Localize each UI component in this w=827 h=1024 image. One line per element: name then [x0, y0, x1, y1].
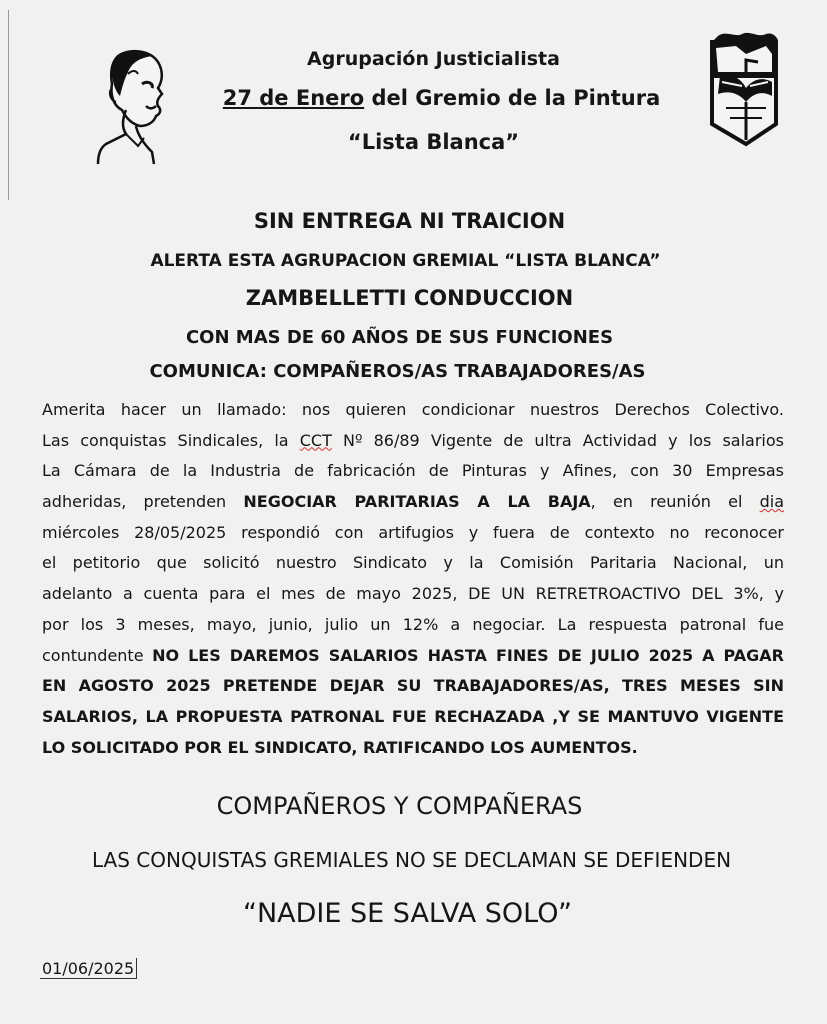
body-line-3: La Cámara de la Industria de fabricación de Pinturas y Afines, con 30 Empresas	[42, 461, 784, 481]
header-subtitle	[28, 86, 827, 110]
body-line-4	[42, 487, 784, 518]
header-list-name: “Lista Blanca”	[347, 130, 520, 154]
body-line-2-c: Nº 86/89 Vigente de ultra Actividad y los salarios	[331, 430, 784, 450]
body-line-8: por los 3 meses, mayo, junio, julio un 12% a negociar. La respuesta patronal fue	[42, 614, 784, 634]
body-line-4-a: adheridas, pretenden	[42, 492, 244, 512]
document-date: 01/06/2025	[40, 958, 137, 979]
body-line-9-a: contundente	[42, 645, 153, 665]
closing-comrades: COMPAÑEROS Y COMPAÑERAS	[216, 792, 583, 820]
closing-slogan: LAS CONQUISTAS GREMIALES NO SE DECLAMAN SE DEFIENDEN	[91, 848, 732, 872]
header-subtitle-rest: del Gremio de la Pintura	[364, 86, 661, 110]
body-paragraph	[42, 395, 784, 763]
body-line-4-c: , en reunión el	[590, 492, 760, 512]
body-line-2-a: Las conquistas Sindicales, la	[42, 430, 300, 450]
header-org-name: Agrupación Justicialista	[307, 48, 560, 70]
body-line-5: miércoles 28/05/2025 respondió con artifugios y fuera de contexto no reconocer	[42, 522, 784, 542]
body-line-9-bold: NO LES DAREMOS SALARIOS HASTA FINES DE JULIO 2025 A PAGAR	[152, 645, 784, 665]
title-years: CON MAS DE 60 AÑOS DE SUS FUNCIONES	[185, 327, 614, 348]
body-line-4-bold: NEGOCIAR PARITARIAS A LA BAJA	[243, 492, 591, 512]
body-line-11: SALARIOS, LA PROPUESTA PATRONAL FUE RECHAZADA ,Y SE MANTUVO VIGENTE	[42, 706, 784, 726]
body-line-10: EN AGOSTO 2025 PRETENDE DEJAR SU TRABAJADORES/AS, TRES MESES SIN	[42, 676, 784, 696]
header-date: 27 de Enero	[222, 86, 365, 110]
body-line-4-dia: dia	[759, 492, 784, 512]
body-line-9	[42, 641, 784, 672]
page-edge-line	[8, 10, 9, 200]
title-communicates: COMUNICA: COMPAÑEROS/AS TRABAJADORES/AS	[149, 361, 646, 382]
body-line-6: el petitorio que solicitó nuestro Sindicato y la Comisión Paritaria Nacional, un	[42, 553, 784, 573]
title-main: SIN ENTREGA NI TRAICION	[253, 209, 566, 233]
body-line-2-cct: CCT	[299, 430, 332, 450]
body-line-1: Amerita hacer un llamado: nos quieren condicionar nuestros Derechos Colectivo.	[42, 400, 784, 419]
body-line-2	[42, 426, 784, 457]
closing-motto: “NADIE SE SALVA SOLO”	[242, 898, 573, 929]
title-leadership: ZAMBELLETTI CONDUCCION	[245, 286, 574, 310]
title-alert: ALERTA ESTA AGRUPACION GREMIAL “LISTA BLANCA”	[150, 251, 661, 271]
body-line-12: LO SOLICITADO POR EL SINDICATO, RATIFICANDO LOS AUMENTOS.	[42, 737, 638, 757]
body-line-7: adelanto a cuenta para el mes de mayo 2025, DE UN RETRETROACTIVO DEL 3%, y	[42, 584, 784, 604]
